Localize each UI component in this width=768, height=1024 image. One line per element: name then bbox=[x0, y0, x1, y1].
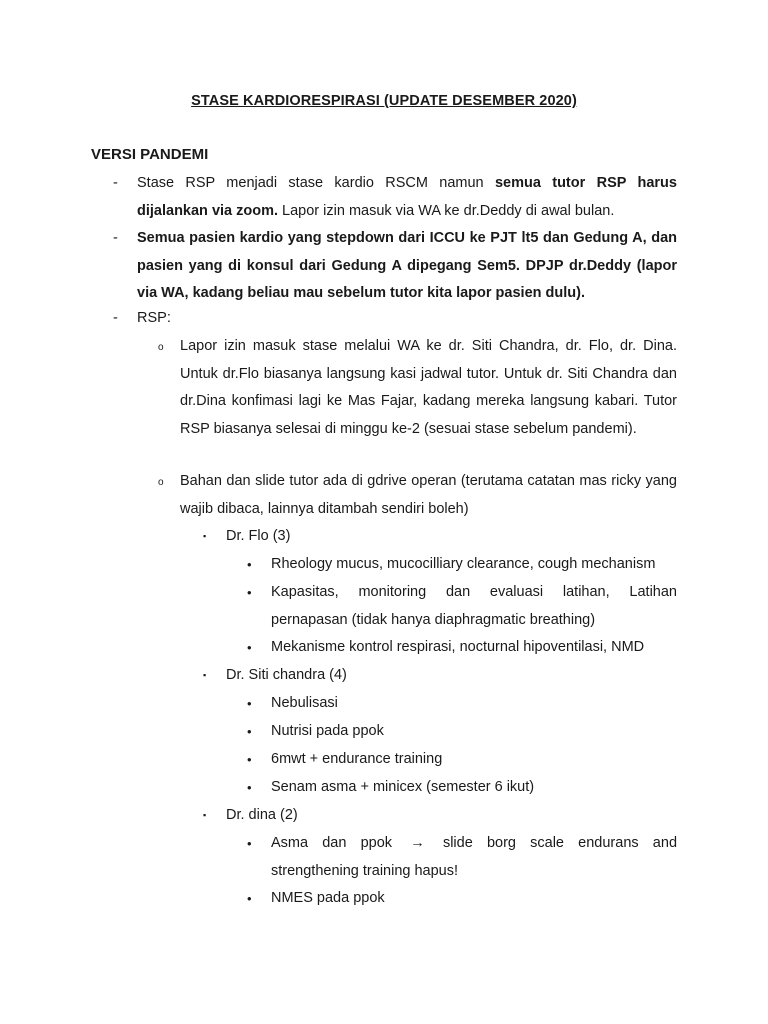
dot-bullet: • bbox=[247, 640, 252, 655]
topic-item: Kapasitas, monitoring dan evaluasi latihan, Latihan pernapasan (tidak hanya diaphragmatic breathing) bbox=[271, 584, 677, 628]
dot-bullet: • bbox=[247, 836, 252, 851]
dash-bullet: - bbox=[113, 175, 118, 191]
topic-item: 6mwt + endurance training bbox=[271, 751, 443, 767]
dot-bullet: • bbox=[247, 780, 252, 795]
item-bold-text: semua tutor RSP harus dijalankan via zoom. bbox=[137, 175, 677, 219]
topic-item: NMES pada ppok bbox=[271, 890, 385, 906]
list-item-pasien-kardio: Semua pasien kardio yang stepdown dari ICCU ke PJT lt5 dan Gedung A, dan pasien yang di konsul dari Gedung A dipegang Sem5. DPJP dr.Deddy (lapor via WA, kadang beliau mau sebelum tutor kita lapor pasien dulu). bbox=[137, 230, 677, 301]
dot-bullet: • bbox=[247, 557, 252, 572]
document-title: STASE KARDIORESPIRASI (UPDATE DESEMBER 2020) bbox=[191, 93, 577, 109]
dot-bullet: • bbox=[247, 696, 252, 711]
dot-bullet: • bbox=[247, 752, 252, 767]
tutor-name-dina: Dr. dina (2) bbox=[226, 807, 298, 823]
topic-item-asma-ppok bbox=[271, 830, 677, 885]
rsp-bahan-slide: Bahan dan slide tutor ada di gdrive operan (terutama catatan mas ricky yang wajib dibaca, lainnya ditambah sendiri boleh) bbox=[180, 473, 677, 517]
tutor-name-siti: Dr. Siti chandra (4) bbox=[226, 667, 347, 683]
topic-item: Mekanisme kontrol respirasi, nocturnal hipoventilasi, NMD bbox=[271, 639, 645, 655]
circle-bullet: o bbox=[158, 342, 164, 353]
item-text: Lapor izin masuk via WA ke dr.Deddy di awal bulan. bbox=[278, 202, 615, 219]
dot-bullet: • bbox=[247, 724, 252, 739]
section-heading: VERSI PANDEMI bbox=[91, 146, 209, 163]
square-bullet: ▪ bbox=[203, 531, 207, 541]
topic-text: slide borg scale endurans and strengthening training hapus! bbox=[271, 835, 678, 879]
arrow-right-icon: → bbox=[410, 835, 425, 851]
topic-item: Nutrisi pada ppok bbox=[271, 723, 384, 739]
dot-bullet: • bbox=[247, 585, 252, 600]
list-item-rsp-kardio bbox=[137, 170, 677, 225]
topic-item: Senam asma + minicex (semester 6 ikut) bbox=[271, 779, 535, 795]
dot-bullet: • bbox=[247, 891, 252, 906]
dash-bullet: - bbox=[113, 310, 118, 326]
topic-text: Asma dan ppok bbox=[271, 835, 393, 851]
item-text: Stase RSP menjadi stase kardio RSCM namun bbox=[137, 175, 495, 191]
dash-bullet: - bbox=[113, 230, 118, 246]
topic-item: Nebulisasi bbox=[271, 695, 338, 711]
square-bullet: ▪ bbox=[203, 810, 207, 820]
list-item-rsp: RSP: bbox=[137, 310, 171, 326]
topic-item: Rheology mucus, mucocilliary clearance, cough mechanism bbox=[271, 556, 656, 572]
tutor-name-flo: Dr. Flo (3) bbox=[226, 528, 291, 544]
circle-bullet: o bbox=[158, 477, 164, 488]
rsp-lapor-izin: Lapor izin masuk stase melalui WA ke dr. Siti Chandra, dr. Flo, dr. Dina. Untuk dr.Flo biasanya langsung kasi jadwal tutor. Untuk dr. Siti Chandra dan dr.Dina konfimasi lagi ke Mas Fajar, kadang mereka langsung kabari. Tutor RSP biasanya selesai di minggu ke-2 (sesuai stase sebelum pandemi). bbox=[180, 338, 677, 437]
square-bullet: ▪ bbox=[203, 670, 207, 680]
